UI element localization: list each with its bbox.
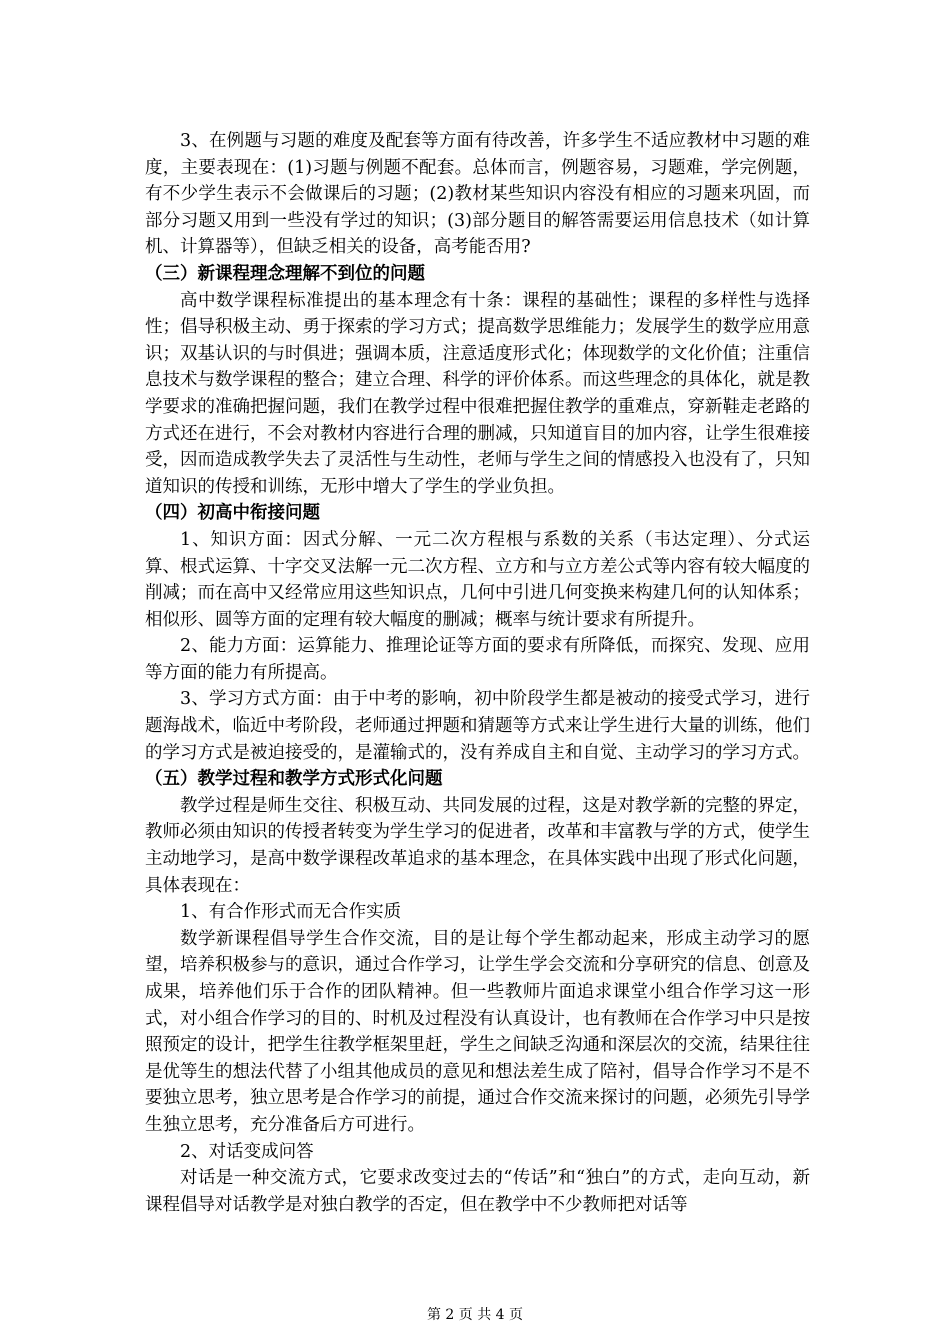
document-body bbox=[145, 128, 810, 1218]
paragraph: 1、有合作形式而无合作实质 bbox=[180, 902, 402, 923]
section-heading: （三）新课程理念理解不到位的问题 bbox=[145, 263, 425, 284]
section-heading: （四）初高中衔接问题 bbox=[145, 503, 320, 524]
paragraph: 2、对话变成问答 bbox=[180, 1141, 314, 1162]
paragraph: 1、知识方面：因式分解、一元二次方程根与系数的关系（韦达定理）、分式运算、根式运算、十字交叉法解一元二次方程、立方和与立方差公式等内容有较大幅度的削减；而在高中又经常应用这些知识点，几何中引进几何变换来构建几何的认知体系；相似形、圆等方面的定理有较大幅度的删减；概率与统计要求有所提升。 bbox=[145, 529, 810, 630]
paragraph: 2、能力方面：运算能力、推理论证等方面的要求有所降低，而探究、发现、应用等方面的能力有所提高。 bbox=[145, 636, 810, 683]
section-heading: （五）教学过程和教学方式形式化问题 bbox=[145, 769, 443, 790]
page-footer: 第 2 页 共 4 页 bbox=[426, 1307, 524, 1323]
paragraph: 3、学习方式方面：由于中考的影响，初中阶段学生都是被动的接受式学习，进行题海战术，临近中考阶段，老师通过押题和猜题等方式来让学生进行大量的训练，他们的学习方式是被迫接受的，是灌输式的，没有养成自主和自觉、主动学习的学习方式。 bbox=[145, 689, 810, 763]
paragraph: 数学新课程倡导学生合作交流，目的是让每个学生都动起来，形成主动学习的愿望，培养积极参与的意识，通过合作学习，让学生学会交流和分享研究的信息、创意及成果，培养他们乐于合作的团队精神。但一些教师片面追求课堂小组合作学习这一形式，对小组合作学习的目的、时机及过程没有认真设计，也有教师在合作学习中只是按照预定的设计，把学生往教学框架里赶，学生之间缺乏沟通和深层次的交流，结果往往是优等生的想法代替了小组其他成员的意见和想法差生成了陪衬，倡导合作学习不是不要独立思考，独立思考是合作学习的前提，通过合作交流来探讨的问题，必须先引导学生独立思考，充分准备后方可进行。 bbox=[145, 928, 810, 1135]
paragraph: 对话是一种交流方式，它要求改变过去的“传话”和“独白”的方式，走向互动，新课程倡导对话教学是对独白教学的否定，但在教学中不少教师把对话等 bbox=[145, 1168, 810, 1215]
paragraph: 3、在例题与习题的难度及配套等方面有待改善，许多学生不适应教材中习题的难度，主要表现在：(1)习题与例题不配套。总体而言，例题容易，习题难，学完例题，有不少学生表示不会做课后的习题；(2)教材某些知识内容没有相应的习题来巩固，而部分习题又用到一些没有学过的知识；(3)部分题目的解答需要运用信息技术（如计算机、计算器等），但缺乏相关的设备，高考能否用? bbox=[145, 131, 810, 258]
paragraph: 高中数学课程标准提出的基本理念有十条：课程的基础性；课程的多样性与选择性；倡导积极主动、勇于探索的学习方式；提高数学思维能力；发展学生的数学应用意识；双基认识的与时俱进；强调本质，注意适度形式化；体现数学的文化价值；注重信息技术与数学课程的整合；建立合理、科学的评价体系。而这些理念的具体化，就是教学要求的准确把握问题，我们在教学过程中很难把握住教学的重难点，穿新鞋走老路的方式还在进行，不会对教材内容进行合理的删减，只知道盲目的加内容，让学生很难接受，因而造成教学失去了灵活性与生动性，老师与学生之间的情感投入也没有了，只知道知识的传授和训练，无形中增大了学生的学业负担。 bbox=[145, 290, 810, 497]
paragraph: 教学过程是师生交往、积极互动、共同发展的过程，这是对教学新的完整的界定，教师必须由知识的传授者转变为学生学习的促进者，改革和丰富教与学的方式，使学生主动地学习，是高中数学课程改革追求的基本理念，在具体实践中出现了形式化问题，具体表现在： bbox=[145, 795, 810, 896]
